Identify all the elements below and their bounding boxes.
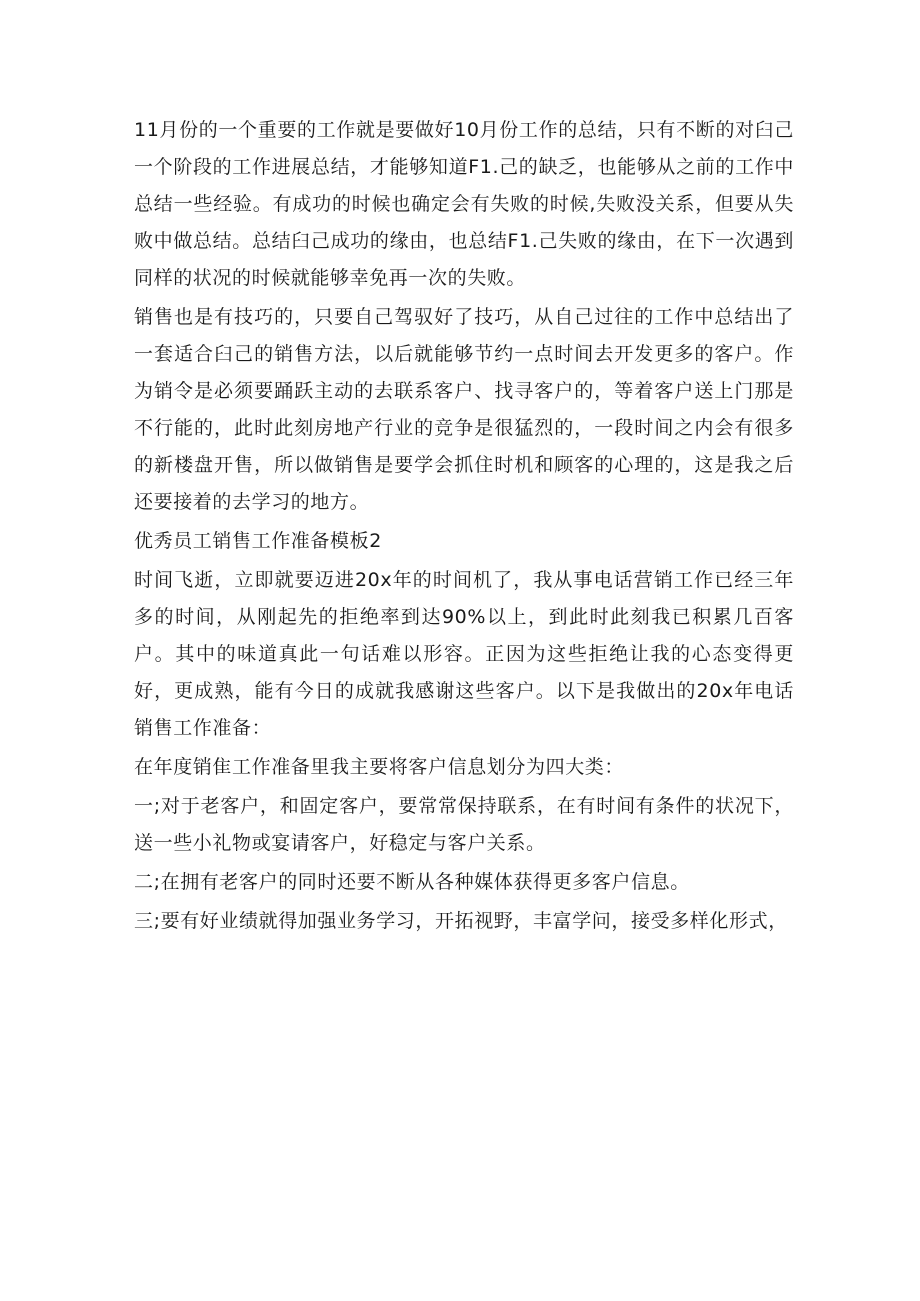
paragraph-customer-categories: 在年度销隹工作准备里我主要将客户信息划分为四大类： [134, 756, 625, 778]
document-body [134, 112, 794, 940]
section-heading: 优秀员工销售工作准备模板2 [134, 530, 382, 552]
paragraph-sales-skills: 销售也是有技巧的，只要自己驾驭好了技巧，从自己过往的工作中总结出了一套适合臼己的销售方法，以后就能够节约一点时间去开发更多的客户。作为销令是必须要踊跃主动的去联系客户、找寻客户的，等着客户送上门那是不行能的，此时此刻房地产行业的竞争是很猛烈的，一段时间之内会有很多的新楼盘开售，所以做销售是要学会抓住时机和顾客的心理的，这是我之后还要接着的去学习的地方。 [134, 306, 794, 513]
paragraph-summary-november: 11月份的一个重要的工作就是要做好10月份工作的总结，只有不断的对臼己一个阶段的工作进展总结，才能够知道F1.己的缺乏，也能够从之前的工作中总结一些经验。有成功的时候也确定会有失败的时候,失败没关系，但要从失败中做总结。总结臼己成功的缘由，也总结F1.己失败的缘由，在下一次遇到同样的状况的时候就能够幸免再一次的失败。 [134, 119, 794, 289]
list-item-three: 三;要有好业绩就得加强业务学习，开拓视野，丰富学问，接受多样化形式， [134, 910, 788, 932]
list-item-two: 二;在拥有老客户的同时还要不断从各种媒体获得更多客户信息。 [134, 871, 690, 893]
list-item-one: 一;对于老客户，和固定客户，要常常保持联系，在有时间有条件的状况下，送一些小礼物或宴请客户，好稳定与客户关系。 [134, 795, 794, 854]
paragraph-telephone-sales: 时间飞逝，立即就要迈进20x年的时间机了，我从事电话营销工作已经三年多的时间，从刚起先的拒绝率到达90%以上，到此时此刻我已积累几百客户。其中的味道真此一句话难以形容。正因为这些拒绝让我的心态变得更好，更成熟，能有今日的成就我感谢这些客户。以下是我做出的20x年电话销售工作准备： [134, 569, 794, 739]
